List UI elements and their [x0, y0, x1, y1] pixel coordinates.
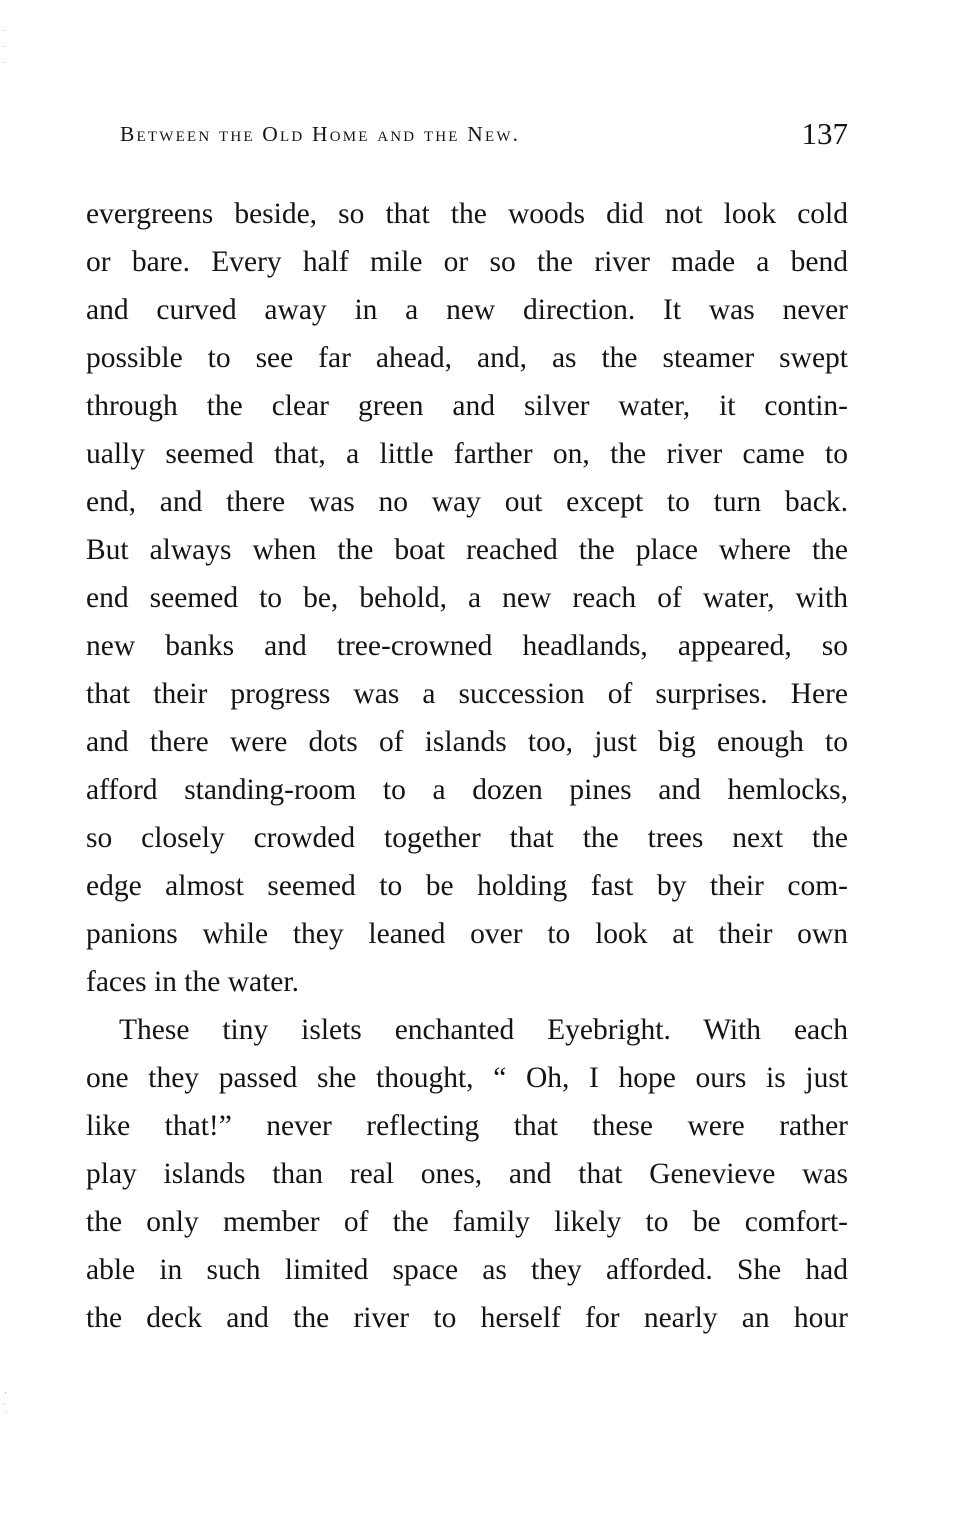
text-line: faces in the water. [86, 966, 299, 998]
text-line: new banks and tree-crowned headlands, appeared, so [86, 630, 848, 662]
text-line: one they passed she thought, “ Oh, I hope ours is just [86, 1062, 848, 1094]
body-text [86, 190, 848, 1342]
text-line: so closely crowded together that the trees next the [86, 822, 848, 854]
scan-speck [5, 1392, 6, 1393]
text-line: end, and there was no way out except to turn back. [86, 486, 848, 518]
text-line: and there were dots of islands too, just big enough to [86, 726, 848, 758]
text-line: end seemed to be, behold, a new reach of water, with [86, 582, 848, 614]
text-line: possible to see far ahead, and, as the steamer swept [86, 342, 848, 374]
text-line: through the clear green and silver water, it contin- [86, 390, 848, 422]
text-line: able in such limited space as they afforded. She had [86, 1254, 848, 1286]
running-head [120, 112, 848, 158]
running-title: Between the Old Home and the New. [120, 122, 521, 146]
text-line: These tiny islets enchanted Eyebright. With each [119, 1014, 848, 1046]
paragraph-1 [86, 190, 848, 1006]
text-line: the only member of the family likely to be comfort- [86, 1206, 848, 1238]
text-line: edge almost seemed to be holding fast by their com- [86, 870, 848, 902]
text-line: play islands than real ones, and that Genevieve was [86, 1158, 848, 1190]
scan-speck [4, 1404, 5, 1405]
text-line: like that!” never reflecting that these were rather [86, 1110, 848, 1142]
text-line: afford standing-room to a dozen pines and hemlocks, [86, 774, 848, 806]
text-line: that their progress was a succession of surprises. Here [86, 678, 848, 710]
text-line: evergreens beside, so that the woods did not look cold [86, 198, 848, 230]
scan-speck [3, 30, 4, 31]
text-line: ually seemed that, a little farther on, the river came to [86, 438, 848, 470]
text-line: and curved away in a new direction. It was never [86, 294, 848, 326]
scan-speck [3, 62, 4, 63]
text-line: panions while they leaned over to look at their own [86, 918, 848, 950]
page-number: 137 [801, 116, 848, 151]
text-line: the deck and the river to herself for nearly an hour [86, 1302, 848, 1334]
paragraph-2 [86, 1006, 848, 1342]
scan-speck [4, 46, 5, 47]
text-line: But always when the boat reached the place where the [86, 534, 848, 566]
text-line: or bare. Every half mile or so the river made a bend [86, 246, 848, 278]
scan-speck [6, 1412, 7, 1413]
